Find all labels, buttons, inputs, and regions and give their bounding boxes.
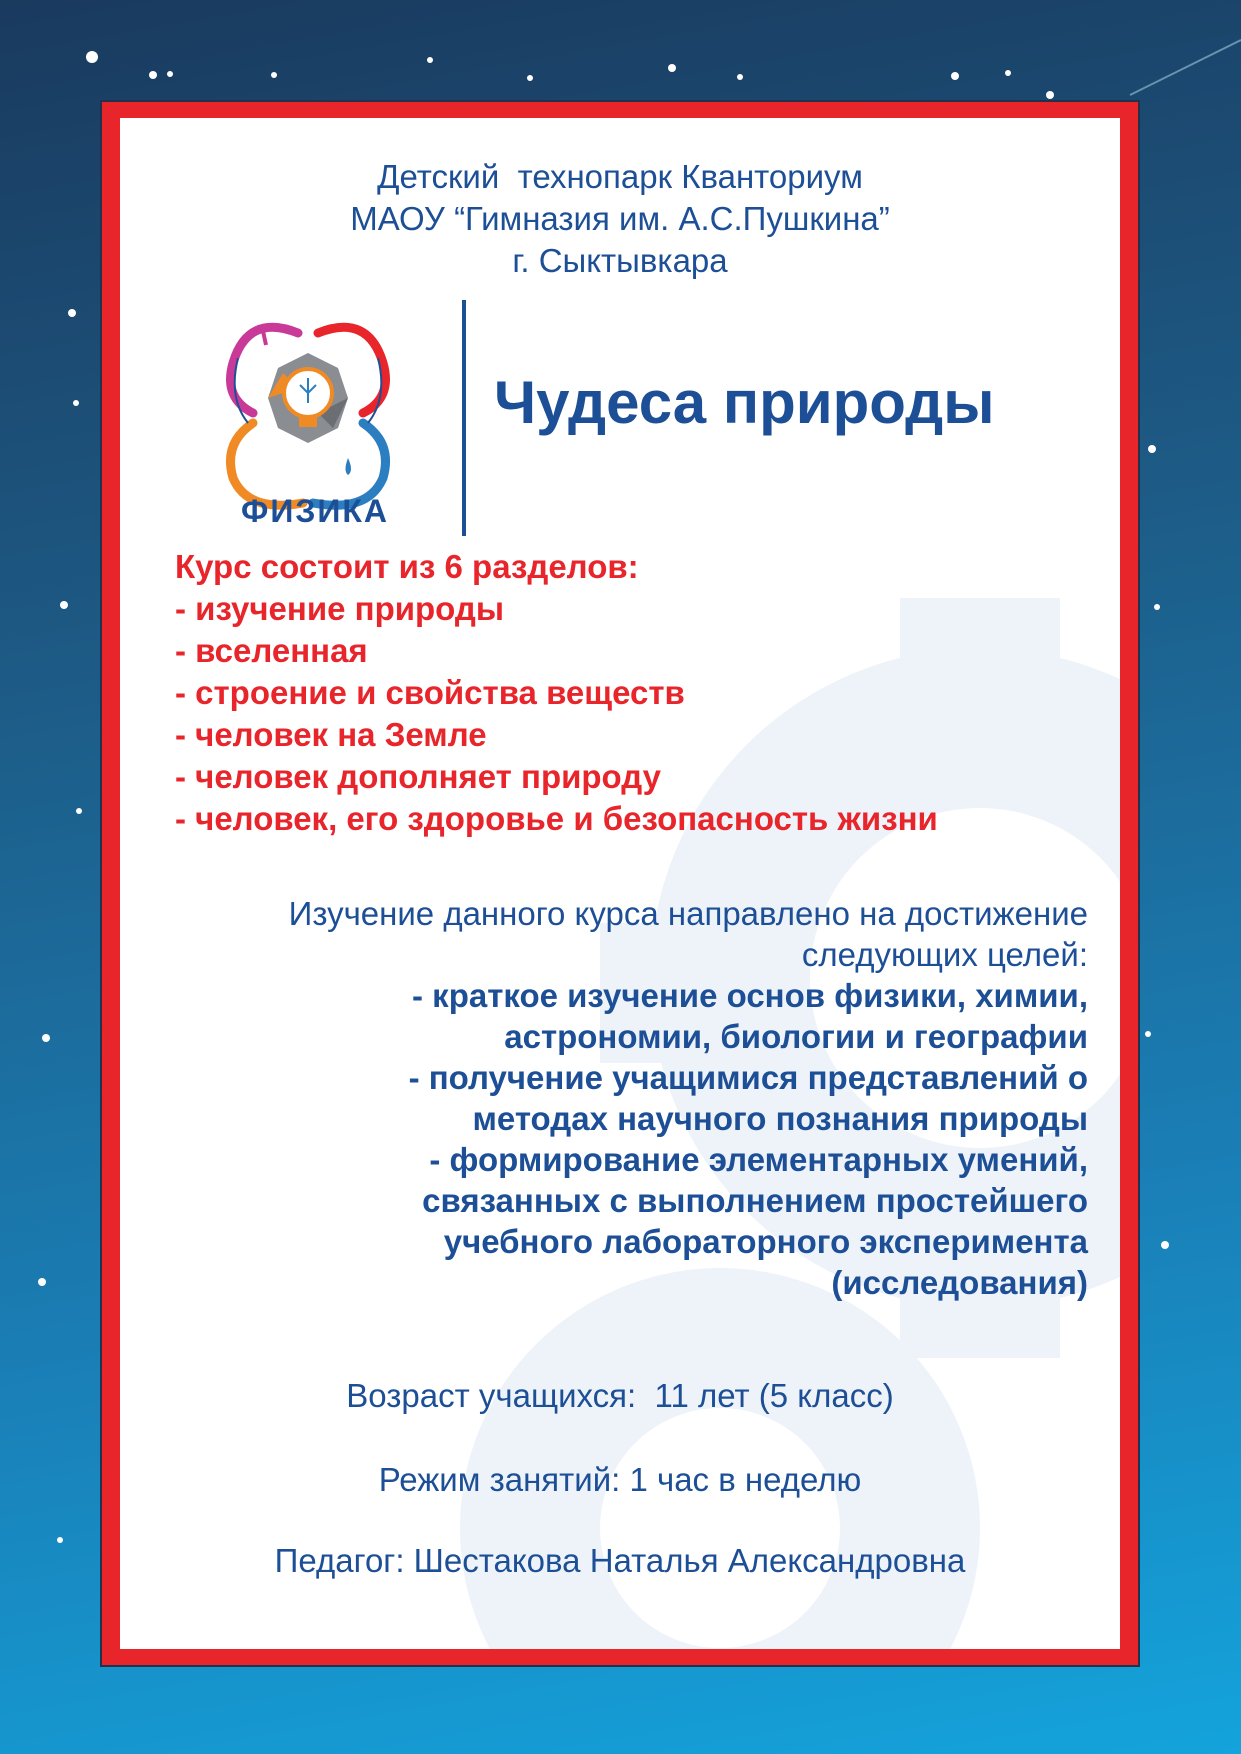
student-age: Возраст учащихся: 11 лет (5 класс) <box>346 1377 894 1414</box>
goal-line: - получение учащимися представлений о <box>408 1059 1088 1096</box>
course-sections <box>175 546 938 840</box>
header-line-1: Детский технопарк Кванториум <box>377 158 863 195</box>
goal-line: учебного лабораторного эксперимента <box>443 1223 1088 1260</box>
section-item: - человек, его здоровье и безопасность жизни <box>175 800 938 837</box>
goal-line: (исследования) <box>831 1264 1088 1301</box>
goal-line: связанных с выполнением простейшего <box>422 1182 1088 1219</box>
goal-line: - формирование элементарных умений, <box>429 1141 1088 1178</box>
section-item: - вселенная <box>175 632 368 669</box>
header-line-3: г. Сыктывкара <box>512 242 728 279</box>
goal-line: астрономии, биологии и географии <box>504 1018 1088 1055</box>
goals-intro-line-2: следующих целей: <box>801 936 1088 973</box>
class-schedule: Режим занятий: 1 час в неделю <box>378 1461 862 1498</box>
section-item: - строение и свойства веществ <box>175 674 685 711</box>
flyer-card <box>120 118 1120 1649</box>
section-item: - человек на Земле <box>175 716 487 753</box>
sections-heading: Курс состоит из 6 разделов: <box>175 548 639 585</box>
section-item: - человек дополняет природу <box>175 758 661 795</box>
teacher-name: Педагог: Шестакова Наталья Александровна <box>274 1542 966 1579</box>
divider-line <box>462 300 466 536</box>
page-title: Чудеса природы <box>494 369 995 436</box>
goal-line: методах научного познания природы <box>472 1100 1088 1137</box>
logo-label: ФИЗИКА <box>241 493 389 529</box>
header-line-2: МАОУ “Гимназия им. А.С.Пушкина” <box>350 200 890 237</box>
course-goals <box>150 893 1088 1303</box>
institution-header <box>120 156 1120 282</box>
goals-intro-line-1: Изучение данного курса направлено на достижение <box>288 895 1088 932</box>
red-frame <box>100 100 1140 1667</box>
goal-line: - краткое изучение основ физики, химии, <box>412 977 1088 1014</box>
section-item: - изучение природы <box>175 590 505 627</box>
